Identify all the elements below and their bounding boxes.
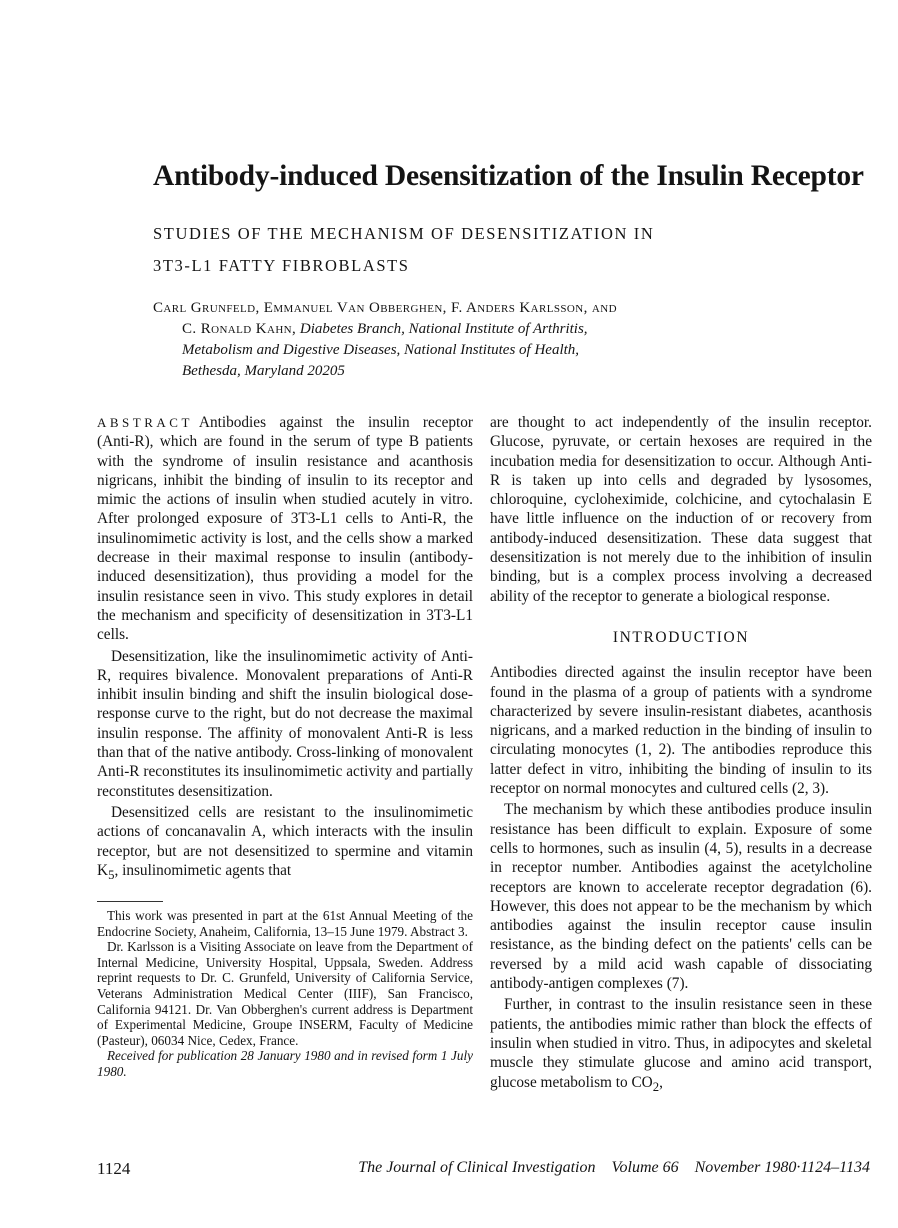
right-column [490,413,872,1097]
footnote-meeting: This work was presented in part at the 61st Annual Meeting of the Endocrine Society, Anaheim, California, 13–15 June 1979. Abstract 3. [97,908,473,939]
page-number: 1124 [97,1159,131,1178]
affiliation-line-3: Bethesda, Maryland 20205 [182,363,345,379]
author-name-last: C. Ronald Kahn, [182,321,297,337]
left-column [97,413,473,885]
abstract-paragraph-2: Desensitization, like the insulinomimetic activity of Anti-R, requires bivalence. Monovalent preparations of Anti-R inhibit insulin binding and shift the insulin biological dose-response curve to the right, but do not decrease the maximal insulin response. The affinity of monovalent Anti-R is less than that of the native antibody. Cross-linking of monovalent Anti-R reconstitutes its insulinomimetic activity and partially reconstitutes desensitization. [97,647,473,800]
affiliation-line-1: Diabetes Branch, National Institute of Arthritis, [299,321,588,337]
footnote-rule [97,901,163,902]
author-block [153,298,873,382]
journal-issue: November 1980·1124–1134 [694,1159,870,1176]
introduction-paragraph-1: Antibodies directed against the insulin receptor have been found in the plasma of a group of patients with a syndrome characterized by severe insulin-resistant diabetes, acanthosis nigricans, and a marked reduction in the binding of insulin to circulating monocytes (1, 2). The antibodies reproduce this latter defect in vitro, inhibiting the binding of insulin to its receptor on normal monocytes and cultured cells (2, 3). [490,664,872,798]
abstract-heading: ABSTRACT [97,415,193,430]
abstract-paragraph-3-continued: are thought to act independently of the insulin receptor. Glucose, pyruvate, or certain hexoses are required in the incubation media for desensitization to occur. Although Anti-R is taken up into cells and degraded by lysosomes, chloroquine, cycloheximide, colchicine, and cytochalasin E have little influence on the induction of or recovery from antibody-induced desensitization. These data suggest that desensitization is not merely due to the inhibition of insulin binding, but is a complex process involving a decreased ability of the receptor to generate a biological response. [490,414,872,605]
abstract-paragraph-3: Desensitized cells are resistant to the insulinomimetic actions of concanavalin A, which interacts with the insulin receptor, but are not desensitized to spermine and vitamin $K_5$, insulinomimetic agents that [97,803,473,882]
introduction-paragraph-2: The mechanism by which these antibodies produce insulin resistance has been difficult to explain. Exposure of some cells to hormones, such as insulin (4, 5), results in a decrease in receptor number. Antibodies against the acetylcholine receptors are known to accelerate receptor degradation (6). However, this does not appear to be the mechanism by which antibodies against the insulin receptor cause insulin resistance, as the binding defect on the patients' cells can be reversed by a mild acid wash capable of dissociating antibody-antigen complexes (7). [490,801,872,993]
article-title: Antibody-induced Desensitization of the Insulin Receptor [153,160,864,192]
footnotes [97,908,473,1080]
journal-name: The Journal of Clinical Investigation [358,1159,596,1176]
subtitle-line-1: STUDIES OF THE MECHANISM OF DESENSITIZATION IN [153,224,655,243]
subtitle-line-2: 3T3-L1 FATTY FIBROBLASTS [153,256,410,275]
abstract-paragraph-1: ABSTRACT Antibodies against the insulin receptor (Anti-R), which are found in the serum of type B patients with the syndrome of insulin resistance and acanthosis nigricans, inhibit the binding of insulin to its receptor and mimic the actions of insulin when studied acutely in vitro. After prolonged exposure of 3T3-L1 cells to Anti-R, the insulinomimetic activity is lost, and the cells show a marked decrease in their maximal response to insulin (antibody-induced desensitization), thus providing a model for the insulin resistance seen in vivo. This study explores in detail the mechanism and specificity of desensitization in 3T3-L1 cells. [97,414,473,644]
article-subtitle [153,218,773,282]
introduction-heading: INTRODUCTION [612,628,750,646]
introduction-paragraph-3: Further, in contrast to the insulin resistance seen in these patients, the antibodies mimic rather than block the effects of insulin when studied in vitro. Thus, in adipocytes and skeletal muscle they stimulate glucose and amino acid transport, glucose metabolism to $CO_2$, [490,996,872,1094]
journal-footer [358,1159,870,1177]
footnote-addresses: Dr. Karlsson is a Visiting Associate on leave from the Department of Internal Medicine, University Hospital, Uppsala, Sweden. Address reprint requests to Dr. C. Grunfeld, University of California Service, Veterans Administration Medical Center (IIIF), San Francisco, California 94121. Dr. Van Obberghen's current address is Department of Experimental Medicine, Groupe INSERM, Faculty of Medicine (Pasteur), 06034 Nice, Cedex, France. [97,939,473,1048]
journal-volume: Volume 66 [611,1159,679,1176]
affiliation-line-2: Metabolism and Digestive Diseases, National Institutes of Health, [182,342,580,358]
footnote-received: Received for publication 28 January 1980 and in revised form 1 July 1980. [97,1048,473,1079]
author-names: Carl Grunfeld, Emmanuel Van Obberghen, F. Anders Karlsson, and [153,300,617,316]
